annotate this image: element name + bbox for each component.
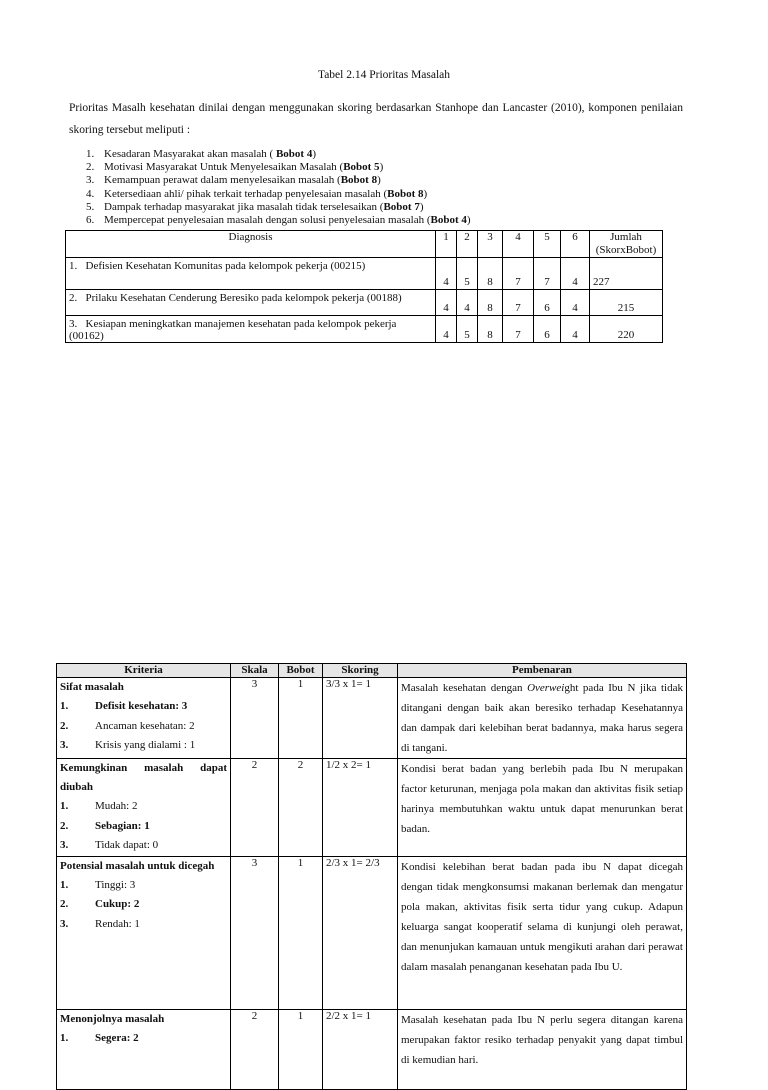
table-row xyxy=(57,856,687,1009)
table-row xyxy=(66,258,663,290)
table-row xyxy=(66,290,663,316)
column-header: 5 xyxy=(534,231,561,258)
skoring-cell: 1/2 x 2= 1 xyxy=(323,759,398,857)
skoring-cell: 2/2 x 1= 1 xyxy=(323,1009,398,1089)
kriteria-title: Kemungkinan masalah dapat diubah xyxy=(60,762,227,793)
bobot-cell: 2 xyxy=(279,759,323,857)
score-cell: 6 xyxy=(534,290,561,316)
column-header: Skala xyxy=(231,664,279,678)
pembenaran-cell: Masalah kesehatan pada Ibu N perlu segera ditangan karena merupakan faktor resiko terhadap penyakit yang dapat timbul di kemudian hari. xyxy=(398,1009,687,1089)
total-cell: 227 xyxy=(590,258,663,290)
score-cell: 4 xyxy=(561,316,590,343)
list-item: 4. Ketersediaan ahli/ pihak terkait terhadap penyelesaian masalah (Bobot 8) xyxy=(86,187,428,200)
skala-cell: 2 xyxy=(231,759,279,857)
diagnosis-cell: 3. Kesiapan meningkatkan manajemen kesehatan pada kelompok pekerja (00162) xyxy=(66,316,436,343)
score-cell: 8 xyxy=(478,258,503,290)
list-item: 3. Kemampuan perawat dalam menyelesaikan masalah (Bobot 8) xyxy=(86,174,381,187)
column-header: Diagnosis xyxy=(66,231,436,258)
column-header: Bobot xyxy=(279,664,323,678)
table-row xyxy=(66,316,663,343)
skoring-cell: 3/3 x 1= 1 xyxy=(323,678,398,759)
column-header: Skoring xyxy=(323,664,398,678)
column-header: 6 xyxy=(561,231,590,258)
option-item: 3. Krisis yang dialami : 1 xyxy=(60,739,196,751)
bobot-cell: 1 xyxy=(279,856,323,1009)
total-cell: 220 xyxy=(590,316,663,343)
score-cell: 4 xyxy=(436,316,457,343)
table-row xyxy=(57,1009,687,1089)
option-item: 3. Tidak dapat: 0 xyxy=(60,839,159,851)
score-cell: 8 xyxy=(478,290,503,316)
score-cell: 8 xyxy=(478,316,503,343)
kriteria-title: Potensial masalah untuk dicegah xyxy=(60,859,215,872)
kriteria-cell xyxy=(57,759,231,857)
score-cell: 4 xyxy=(436,258,457,290)
option-item: 2. Ancaman kesehatan: 2 xyxy=(60,719,195,732)
column-header: Jumlah (SkorxBobot) xyxy=(590,231,663,258)
score-cell: 7 xyxy=(503,258,534,290)
score-cell: 5 xyxy=(457,258,478,290)
column-header: Pembenaran xyxy=(398,664,687,678)
score-cell: 4 xyxy=(561,290,590,316)
kriteria-cell xyxy=(57,678,231,759)
option-item: 1. Mudah: 2 xyxy=(60,800,138,812)
score-cell: 5 xyxy=(457,316,478,343)
table-header-row xyxy=(66,231,663,258)
score-cell: 4 xyxy=(457,290,478,316)
table-header-row xyxy=(57,664,687,678)
column-header: Kriteria xyxy=(57,664,231,678)
pembenaran-cell: Masalah kesehatan dengan Overweight pada Ibu N jika tidak ditangani dengan baik akan beresiko terhadap Kesehatannya dan dampak dari kelebihan berat badannya, maka harus segera di tangani. xyxy=(398,678,687,759)
option-item: 1. Segera: 2 xyxy=(60,1031,139,1044)
skoring-cell: 2/3 x 1= 2/3 xyxy=(323,856,398,1009)
table-caption: Tabel 2.14 Prioritas Masalah xyxy=(317,69,451,81)
intro-paragraph: Prioritas Masalh kesehatan dinilai dengan menggunakan skoring berdasarkan Stanhope dan Lancaster (2010), komponen penilaian skoring tersebut meliputi : xyxy=(69,102,683,136)
pembenaran-cell: Kondisi kelebihan berat badan pada ibu N dapat dicegah dengan tidak mengkonsumsi makanan berlemak dan mengatur pola makan, aktivitas fisik serta tidur yang cukup. Adapun keluarga sangat kooperatif selama di kunjungi oleh perawat, dan menunjukan kamauan untuk mengikuti arahan dari perawat dalam masalah penanganan kesehatan pada Ibu U. xyxy=(398,856,687,1009)
scoring-criteria-table xyxy=(56,663,687,1090)
score-cell: 7 xyxy=(503,316,534,343)
kriteria-cell xyxy=(57,1009,231,1089)
score-cell: 7 xyxy=(534,258,561,290)
list-item: 5. Dampak terhadap masyarakat jika masalah tidak terselesaikan (Bobot 7) xyxy=(86,200,424,213)
table-row xyxy=(57,759,687,857)
diagnosis-cell: 2. Prilaku Kesehatan Cenderung Beresiko pada kelompok pekerja (00188) xyxy=(66,290,436,316)
list-item: 2. Motivasi Masyarakat Untuk Menyelesaikan Masalah (Bobot 5) xyxy=(86,161,384,174)
criteria-list xyxy=(86,148,471,227)
bobot-cell: 1 xyxy=(279,678,323,759)
kriteria-cell xyxy=(57,856,231,1009)
diagnosis-cell: 1. Defisien Kesehatan Komunitas pada kelompok pekerja (00215) xyxy=(66,258,436,290)
pembenaran-cell: Kondisi berat badan yang berlebih pada Ibu N merupakan factor keturunan, menjaga pola makan dan aktivitas fisik setiap harinya membutuhkan waktu untuk dapat menurunkan berat badan. xyxy=(398,759,687,857)
score-cell: 4 xyxy=(561,258,590,290)
score-cell: 7 xyxy=(503,290,534,316)
score-cell: 6 xyxy=(534,316,561,343)
skala-cell: 2 xyxy=(231,1009,279,1089)
option-item: 1. Tinggi: 3 xyxy=(60,878,136,891)
skala-cell: 3 xyxy=(231,856,279,1009)
option-item: 2. Cukup: 2 xyxy=(60,898,140,910)
column-header: 4 xyxy=(503,231,534,258)
column-header: 2 xyxy=(457,231,478,258)
list-item: 1. Kesadaran Masyarakat akan masalah ( Bobot 4) xyxy=(86,148,316,160)
list-item: 6. Mempercepat penyelesaian masalah dengan solusi penyelesaian masalah (Bobot 4) xyxy=(86,214,471,227)
option-item: 1. Defisit kesehatan: 3 xyxy=(60,700,188,712)
option-item: 3. Rendah: 1 xyxy=(60,917,140,930)
kriteria-title: Menonjolnya masalah xyxy=(60,1012,165,1025)
score-cell: 4 xyxy=(436,290,457,316)
skala-cell: 3 xyxy=(231,678,279,759)
option-item: 2. Sebagian: 1 xyxy=(60,819,150,832)
column-header: 3 xyxy=(478,231,503,258)
bobot-cell: 1 xyxy=(279,1009,323,1089)
column-header: 1 xyxy=(436,231,457,258)
table-row xyxy=(57,678,687,759)
total-cell: 215 xyxy=(590,290,663,316)
priority-score-table xyxy=(65,230,663,343)
kriteria-title: Sifat masalah xyxy=(60,681,124,693)
